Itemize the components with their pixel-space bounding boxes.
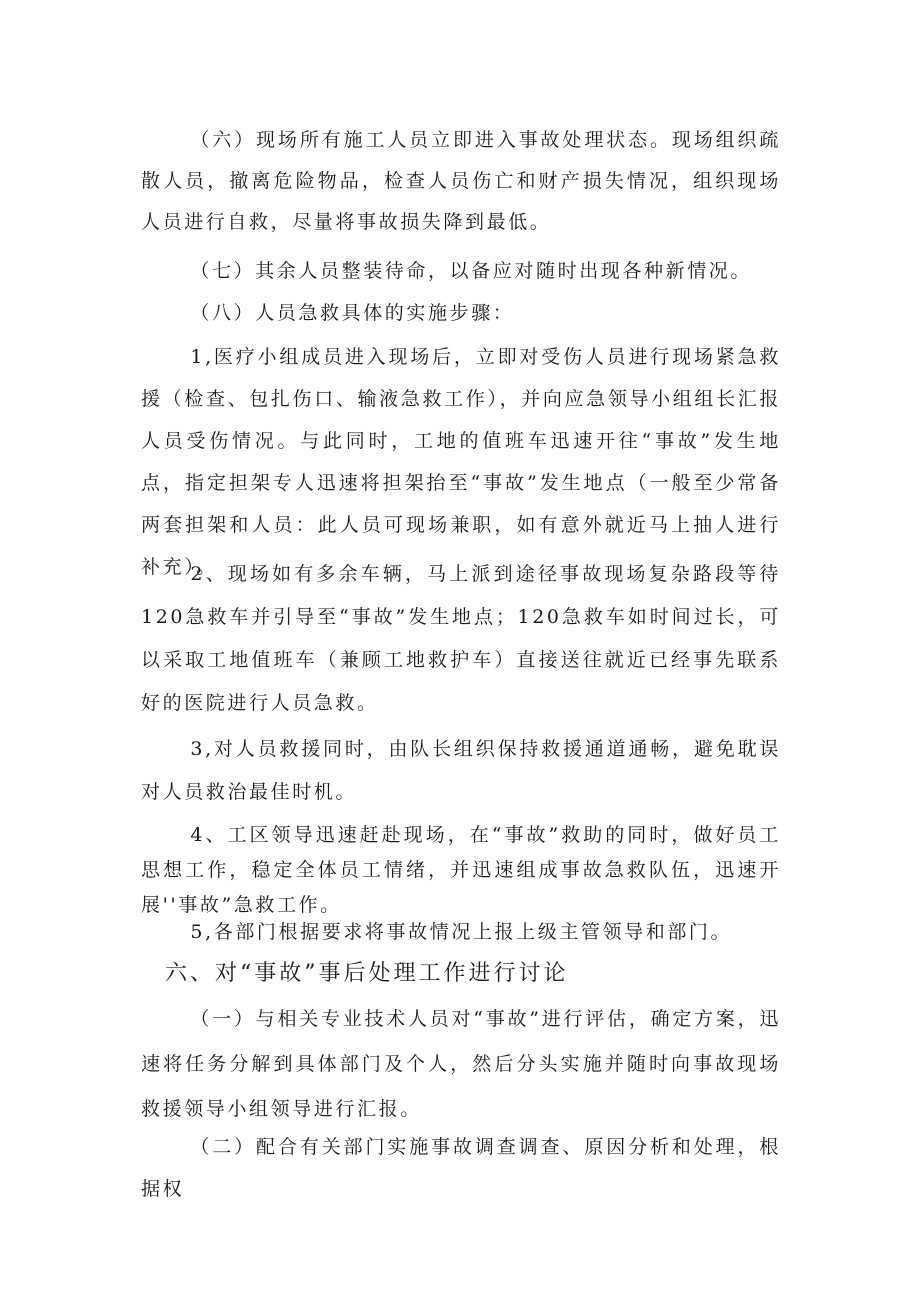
paragraph-6-evacuation: （六）现场所有施工人员立即进入事故处理状态。现场组织疏散人员，撤离危险物品，检查人员伤亡和财产损失情况，组织现场人员进行自救，尽量将事故损失降到最低。 — [141, 129, 781, 233]
paragraph-1-evaluation: （一）与相关专业技术人员对“事故”进行评估，确定方案，迅速将任务分解到具体部门及个人，然后分头实施并随时向事故现场救援领导小组领导进行汇报。 — [141, 1008, 781, 1120]
section-heading-6: 六、对“事故”事后处理工作进行讨论 — [165, 961, 569, 986]
step-4-leadership: 4、工区领导迅速赶赴现场，在“事故”救助的同时，做好员工思想工作，稳定全体员工情绪，并迅速组成事故急救队伍，迅速开展''事故”急救工作。 — [141, 824, 781, 916]
step-2-vehicles: 2、现场如有多余车辆，马上派到途径事故现场复杂路段等待120急救车并引导至“事故”发生地点；120急救车如时间过长，可以采取工地值班车（兼顾工地救护车）直接送往就近已经事先联系好的医院进行人员急救。 — [141, 563, 781, 714]
paragraph-8-rescue-steps: （八）人员急救具体的实施步骤： — [190, 302, 515, 324]
step-3-rescue-channel: 3,对人员救援同时，由队长组织保持救援通道通畅，避免耽误对人员救治最佳时机。 — [141, 738, 781, 803]
step-5-reporting: 5,各部门根据要求将事故情况上报上级主管领导和部门。 — [190, 921, 733, 943]
paragraph-2-investigation: （二）配合有关部门实施事故调查调查、原因分析和处理，根据权 — [141, 1136, 781, 1200]
paragraph-7-standby: （七）其余人员整装待命，以备应对随时出现各种新情况。 — [190, 260, 752, 282]
step-1-medical-team: 1,医疗小组成员进入现场后，立即对受伤人员进行现场紧急救援（检查、包扎伤口、输液急救工作），并向应急领导小组组长汇报人员受伤情况。与此同时，工地的值班车迅速开往“事故”发生地点，指定担架专人迅速将担架抬至“事故”发生地点（一般至少常备两套担架和人员：此人员可现场兼职，如有意外就近马上抽人进行补充）。 — [141, 346, 782, 578]
